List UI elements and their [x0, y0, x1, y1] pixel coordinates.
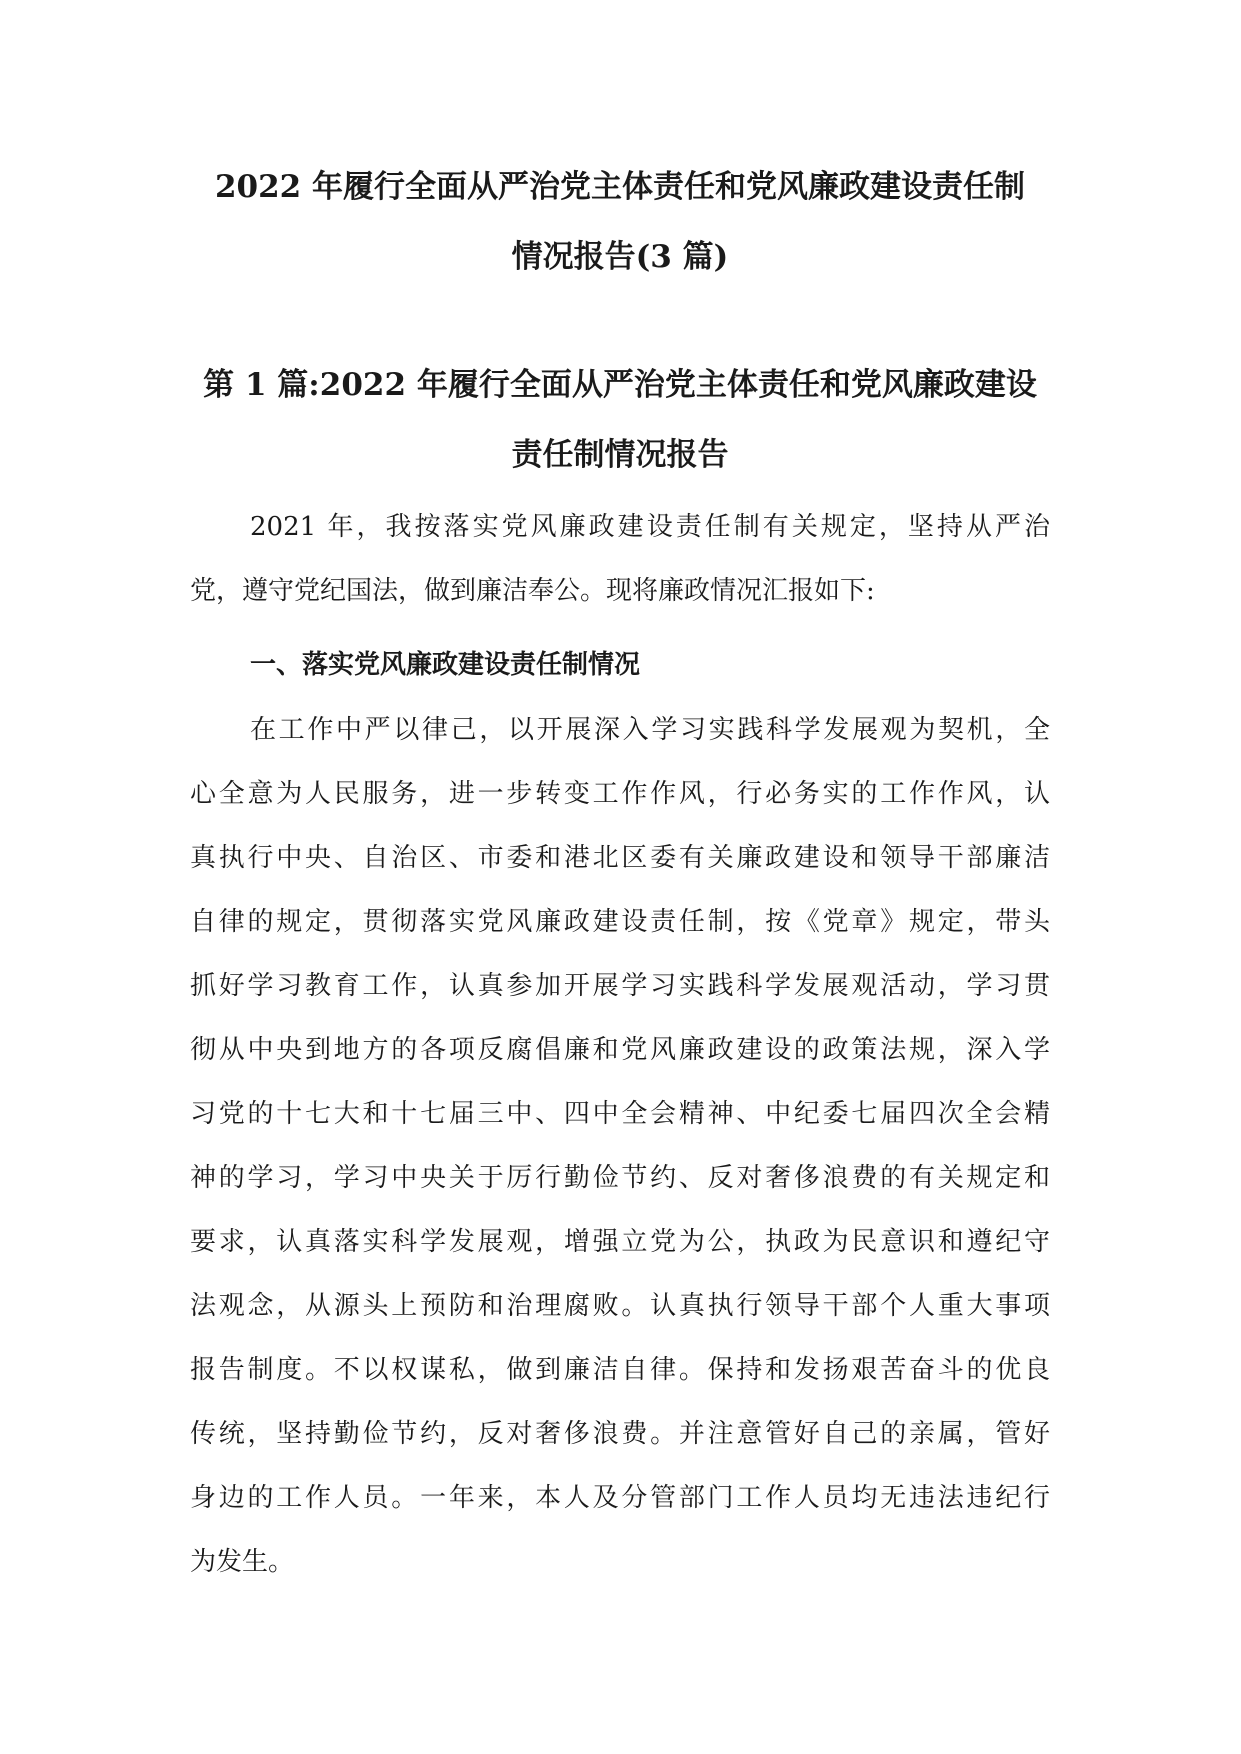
paragraph-line: 为发生。	[190, 1547, 295, 1577]
section-title-line-2: 责任制情况报告	[511, 437, 729, 473]
sub-heading: 一、落实党风廉政建设责任制情况	[250, 650, 641, 680]
paragraph-line: 心全意为人民服务，进一步转变工作作风，行必务实的工作作风，认	[190, 779, 1050, 809]
intro-line: 党，遵守党纪国法，做到廉洁奉公。现将廉政情况汇报如下:	[190, 576, 875, 606]
main-title	[180, 152, 1060, 292]
intro-paragraph	[190, 495, 1050, 623]
paragraph-line: 真执行中央、自治区、市委和港北区委有关廉政建设和领导干部廉洁	[190, 843, 1050, 873]
section-title	[180, 350, 1060, 490]
intro-line: 2021 年，我按落实党风廉政建设责任制有关规定，坚持从严治	[250, 512, 1050, 542]
section-title-line-1: 第 1 篇:2022 年履行全面从严治党主体责任和党风廉政建设	[203, 367, 1037, 403]
paragraph-line: 彻从中央到地方的各项反腐倡廉和党风廉政建设的政策法规，深入学	[190, 1035, 1050, 1065]
main-title-line-2: 情况报告(3 篇)	[511, 239, 729, 275]
paragraph-line: 身边的工作人员。一年来，本人及分管部门工作人员均无违法违纪行	[190, 1483, 1050, 1513]
paragraph-line: 传统，坚持勤俭节约，反对奢侈浪费。并注意管好自己的亲属，管好	[190, 1419, 1050, 1449]
paragraph-line: 报告制度。不以权谋私，做到廉洁自律。保持和发扬艰苦奋斗的优良	[190, 1355, 1050, 1385]
paragraph-line: 自律的规定，贯彻落实党风廉政建设责任制，按《党章》规定，带头	[190, 907, 1050, 937]
main-title-line-1: 2022 年履行全面从严治党主体责任和党风廉政建设责任制	[214, 169, 1026, 205]
paragraph-line: 神的学习，学习中央关于厉行勤俭节约、反对奢侈浪费的有关规定和	[190, 1163, 1050, 1193]
paragraph-line: 在工作中严以律己，以开展深入学习实践科学发展观为契机，全	[250, 715, 1050, 745]
paragraph-line: 要求，认真落实科学发展观，增强立党为公，执政为民意识和遵纪守	[190, 1227, 1050, 1257]
paragraph-line: 法观念，从源头上预防和治理腐败。认真执行领导干部个人重大事项	[190, 1291, 1050, 1321]
body-paragraph	[190, 698, 1050, 1594]
paragraph-line: 抓好学习教育工作，认真参加开展学习实践科学发展观活动，学习贯	[190, 971, 1050, 1001]
paragraph-line: 习党的十七大和十七届三中、四中全会精神、中纪委七届四次全会精	[190, 1099, 1050, 1129]
